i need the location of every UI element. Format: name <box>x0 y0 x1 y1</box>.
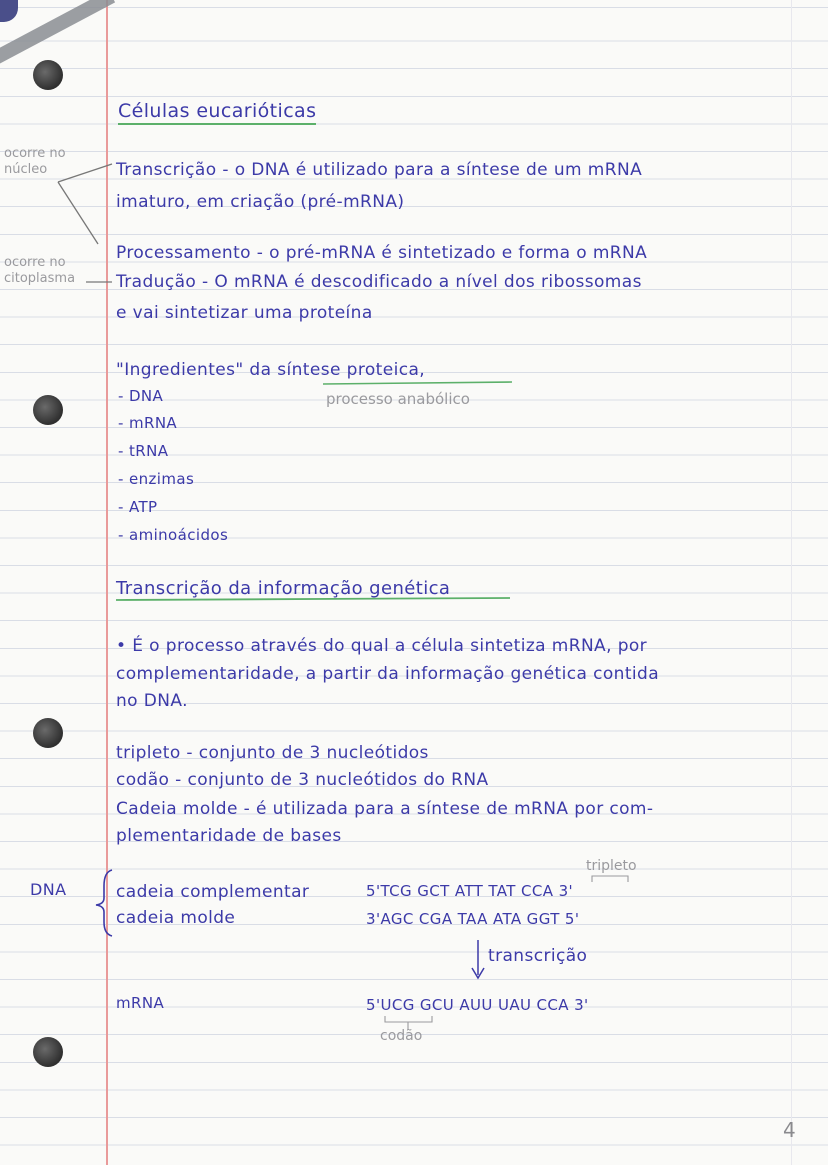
margin-note: ocorre no <box>4 255 66 270</box>
step-traducao: Tradução - O mRNA é descodificado a nível dos ribossomas <box>116 272 642 292</box>
mrna-label: mRNA <box>116 994 165 1012</box>
definition: plementaridade de bases <box>116 826 342 846</box>
page-number: 4 <box>783 1118 796 1142</box>
ingredients-heading-text: "Ingredientes" da <box>116 360 278 380</box>
ingredients-heading-highlight: síntese proteica, <box>277 360 426 380</box>
dna-label: DNA <box>30 880 67 899</box>
definition: Cadeia molde - é utilizada para a síntese de mRNA por com- <box>116 799 654 819</box>
complementary-strand-label: cadeia complementar <box>116 882 310 902</box>
ingredient-item: - aminoácidos <box>118 526 229 544</box>
margin-note: ocorre no <box>4 146 66 161</box>
step-transcricao: Transcrição - o DNA é utilizado para a síntese de um mRNA <box>116 160 643 180</box>
section-paragraph: complementaridade, a partir da informação genética contida <box>116 664 660 684</box>
page-title: Células eucarióticas <box>118 100 316 125</box>
template-strand-label: cadeia molde <box>116 908 236 928</box>
codao-label: codão <box>380 1028 423 1044</box>
ingredient-item: - DNA <box>118 387 164 405</box>
margin-note: núcleo <box>4 162 48 177</box>
step-transcricao-cont: imaturo, em criação (pré-mRNA) <box>116 192 405 212</box>
complementary-strand-sequence: 5'TCG GCT ATT TAT CCA 3' <box>366 882 574 900</box>
section-paragraph: no DNA. <box>116 691 188 711</box>
transcription-arrow-label: transcrição <box>488 946 588 966</box>
section-paragraph: • É o processo através do qual a célula sintetiza mRNA, por <box>116 636 648 656</box>
tripleto-label: tripleto <box>586 858 637 874</box>
ingredient-item: - ATP <box>118 498 158 516</box>
template-strand-sequence: 3'AGC CGA TAA ATA GGT 5' <box>366 910 580 928</box>
anabolic-note: processo anabólico <box>326 390 470 408</box>
ingredients-heading <box>116 360 425 380</box>
margin-note: citoplasma <box>4 271 76 286</box>
mrna-sequence: 5'UCG GCU AUU UAU CCA 3' <box>366 996 589 1014</box>
ingredient-item: - mRNA <box>118 414 178 432</box>
definition: tripleto - conjunto de 3 nucleótidos <box>116 743 429 763</box>
ingredient-item: - enzimas <box>118 470 195 488</box>
step-traducao-cont: e vai sintetizar uma proteína <box>116 303 373 323</box>
ingredient-item: - tRNA <box>118 442 169 460</box>
section-title: Transcrição da informação genética <box>116 578 451 599</box>
definition: codão - conjunto de 3 nucleótidos do RNA <box>116 770 489 790</box>
step-processamento: Processamento - o pré-mRNA é sintetizado e forma o mRNA <box>116 243 648 263</box>
